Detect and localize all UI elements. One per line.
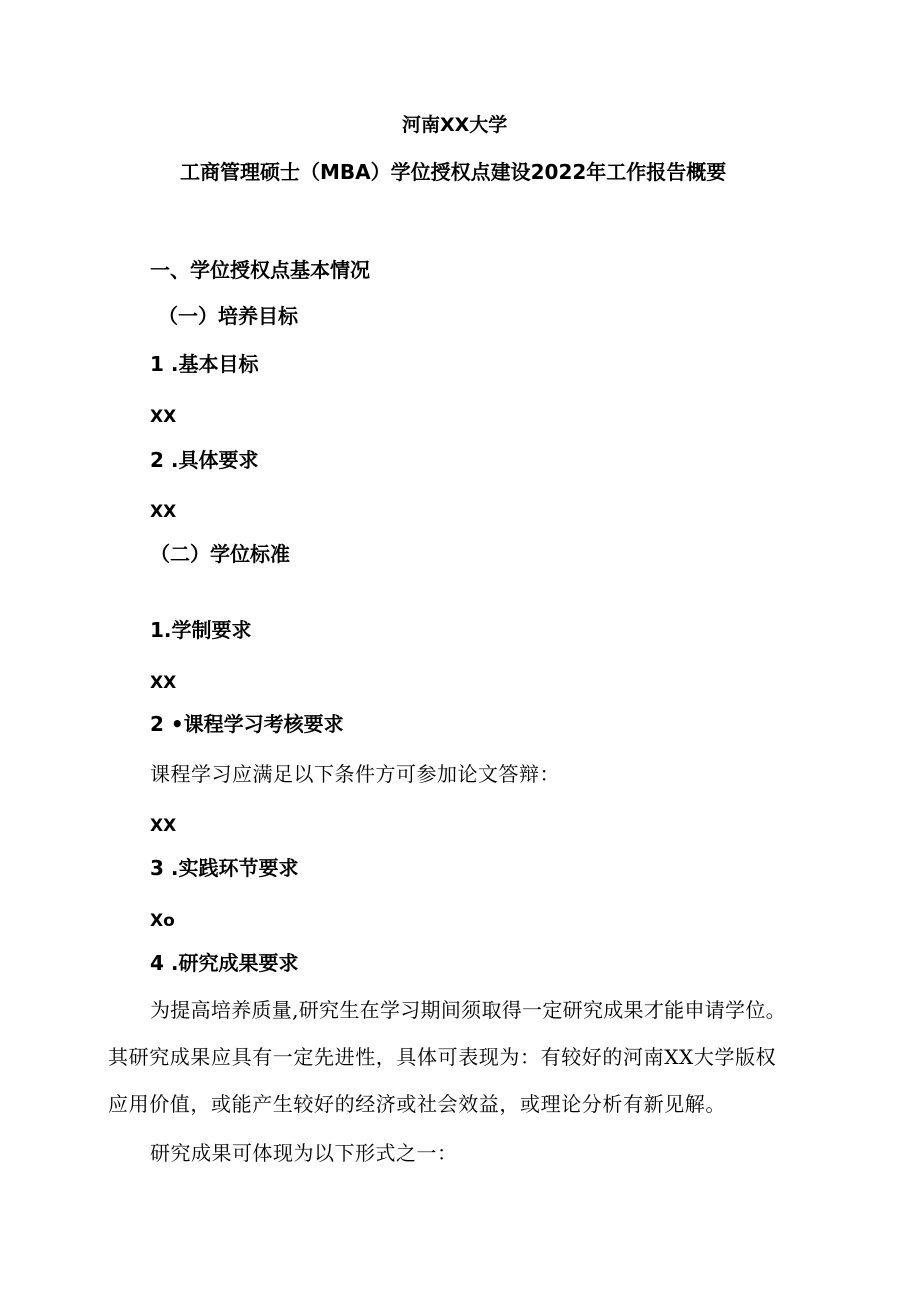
course-exam-intro: 课程学习应满足以下条件方可参加论文答辩：	[150, 762, 560, 786]
item-label-specific-req: 2 .具体要求	[150, 448, 259, 472]
item-content: XX	[150, 407, 177, 427]
report-title: 工商管理硕士（MBA）学位授权点建设2022年工作报告概要	[180, 160, 727, 184]
research-paragraph-line: 为提高培养质量,研究生在学习期间须取得一定研究成果才能申请学位。	[150, 998, 786, 1022]
item-content: XX	[150, 816, 177, 836]
university-name: 河南XX大学	[402, 114, 508, 136]
item-content: Xo	[150, 911, 175, 931]
item-label-practice: 3 .实践环节要求	[150, 856, 299, 880]
research-paragraph-line: 其研究成果应具有一定先进性，具体可表现为：有较好的河南XX大学版权	[108, 1045, 777, 1069]
research-forms-intro: 研究成果可体现为以下形式之一：	[150, 1141, 458, 1165]
subsection-heading-goals: （一）培养目标	[158, 304, 298, 328]
item-content: XX	[150, 673, 177, 693]
subsection-heading-standards: （二）学位标准	[150, 542, 290, 566]
item-label-course-exam: 2 •课程学习考核要求	[150, 712, 344, 736]
research-paragraph-line: 应用价值，或能产生较好的经济或社会效益，或理论分析有新见解。	[108, 1092, 726, 1116]
item-label-duration: 1.学制要求	[150, 618, 252, 642]
section-heading: 一、学位授权点基本情况	[150, 258, 370, 282]
item-label-research: 4 .研究成果要求	[150, 951, 299, 975]
item-label-basic-goal: 1 .基本目标	[150, 352, 259, 376]
item-content: XX	[150, 502, 177, 522]
